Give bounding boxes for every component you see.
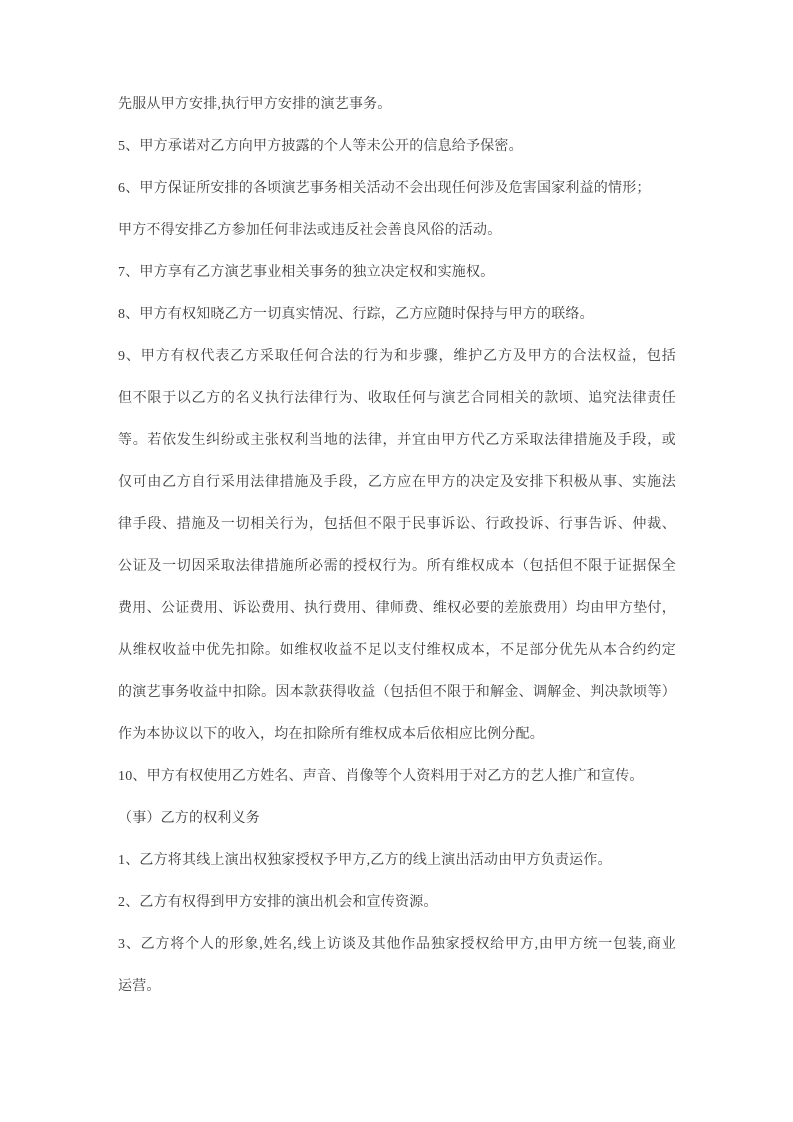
document-line: 等。若依发生纠纷或主张权利当地的法律，并宜由甲方代乙方采取法律措施及手段，或 [118, 433, 676, 448]
document-line: 2、乙方有权得到甲方安排的演出机会和宣传资源。 [118, 895, 438, 910]
document-line: 1、乙方将其线上演出权独家授权予甲方,乙方的线上演出活动由甲方负责运作。 [118, 853, 612, 868]
document-text-block [118, 84, 676, 1008]
document-line: 作为本协议以下的收入，均在扣除所有维权成本后依相应比例分配。 [118, 727, 544, 742]
document-line: 费用、公证费用、诉讼费用、执行费用、律师费、维权必要的差旅费用）均由甲方垫付， [118, 601, 676, 616]
document-line: 从维权收益中优先扣除。如维权收益不足以支付维权成本，不足部分优先从本合约约定 [118, 643, 676, 658]
document-line: 6、甲方保证所安排的各顷演艺事务相关活动不会出现任何涉及危害国家利益的情形； [118, 181, 651, 196]
document-line: 公证及一切因采取法律措施所必需的授权行为。所有维权成本（包括但不限于证据保全 [118, 559, 676, 574]
document-line: 先服从甲方安排,执行甲方安排的演艺事务。 [118, 97, 392, 112]
document-line: 的演艺事务收益中扣除。因本款获得收益（包括但不限于和解金、调解金、判决款顷等） [118, 685, 676, 700]
document-line: 7、甲方享有乙方演艺事业相关事务的独立决定权和实施权。 [118, 265, 495, 280]
document-line: 运营。 [118, 979, 161, 994]
document-line: 3、乙方将个人的形象,姓名,线上访谈及其他作品独家授权给甲方,由甲方统一包装,商业 [118, 937, 676, 952]
document-line: 甲方不得安排乙方参加任何非法或违反社会善良风俗的活动。 [118, 223, 502, 238]
document-line: 律手段、措施及一切相关行为，包括但不限于民事诉讼、行政投诉、行事告诉、仲裁、 [118, 517, 676, 532]
document-line: 仅可由乙方自行采用法律措施及手段，乙方应在甲方的决定及安排下积极从事、实施法 [118, 475, 676, 490]
document-line: 9、甲方有权代表乙方采取任何合法的行为和步骤，维护乙方及甲方的合法权益，包括 [118, 349, 676, 364]
document-line: （事）乙方的权利义务 [118, 811, 260, 826]
document-line: 但不限于以乙方的名义执行法律行为、收取任何与演艺合同相关的款顷、追究法律责任 [118, 391, 676, 406]
document-line: 8、甲方有权知晓乙方一切真实情况、行踪，乙方应随时保持与甲方的联络。 [118, 307, 594, 322]
document-line: 10、甲方有权使用乙方姓名、声音、肖像等个人资料用于对乙方的艺人推广和宣传。 [118, 769, 644, 784]
document-line: 5、甲方承诺对乙方向甲方披露的个人等未公开的信息给予保密。 [118, 139, 523, 154]
